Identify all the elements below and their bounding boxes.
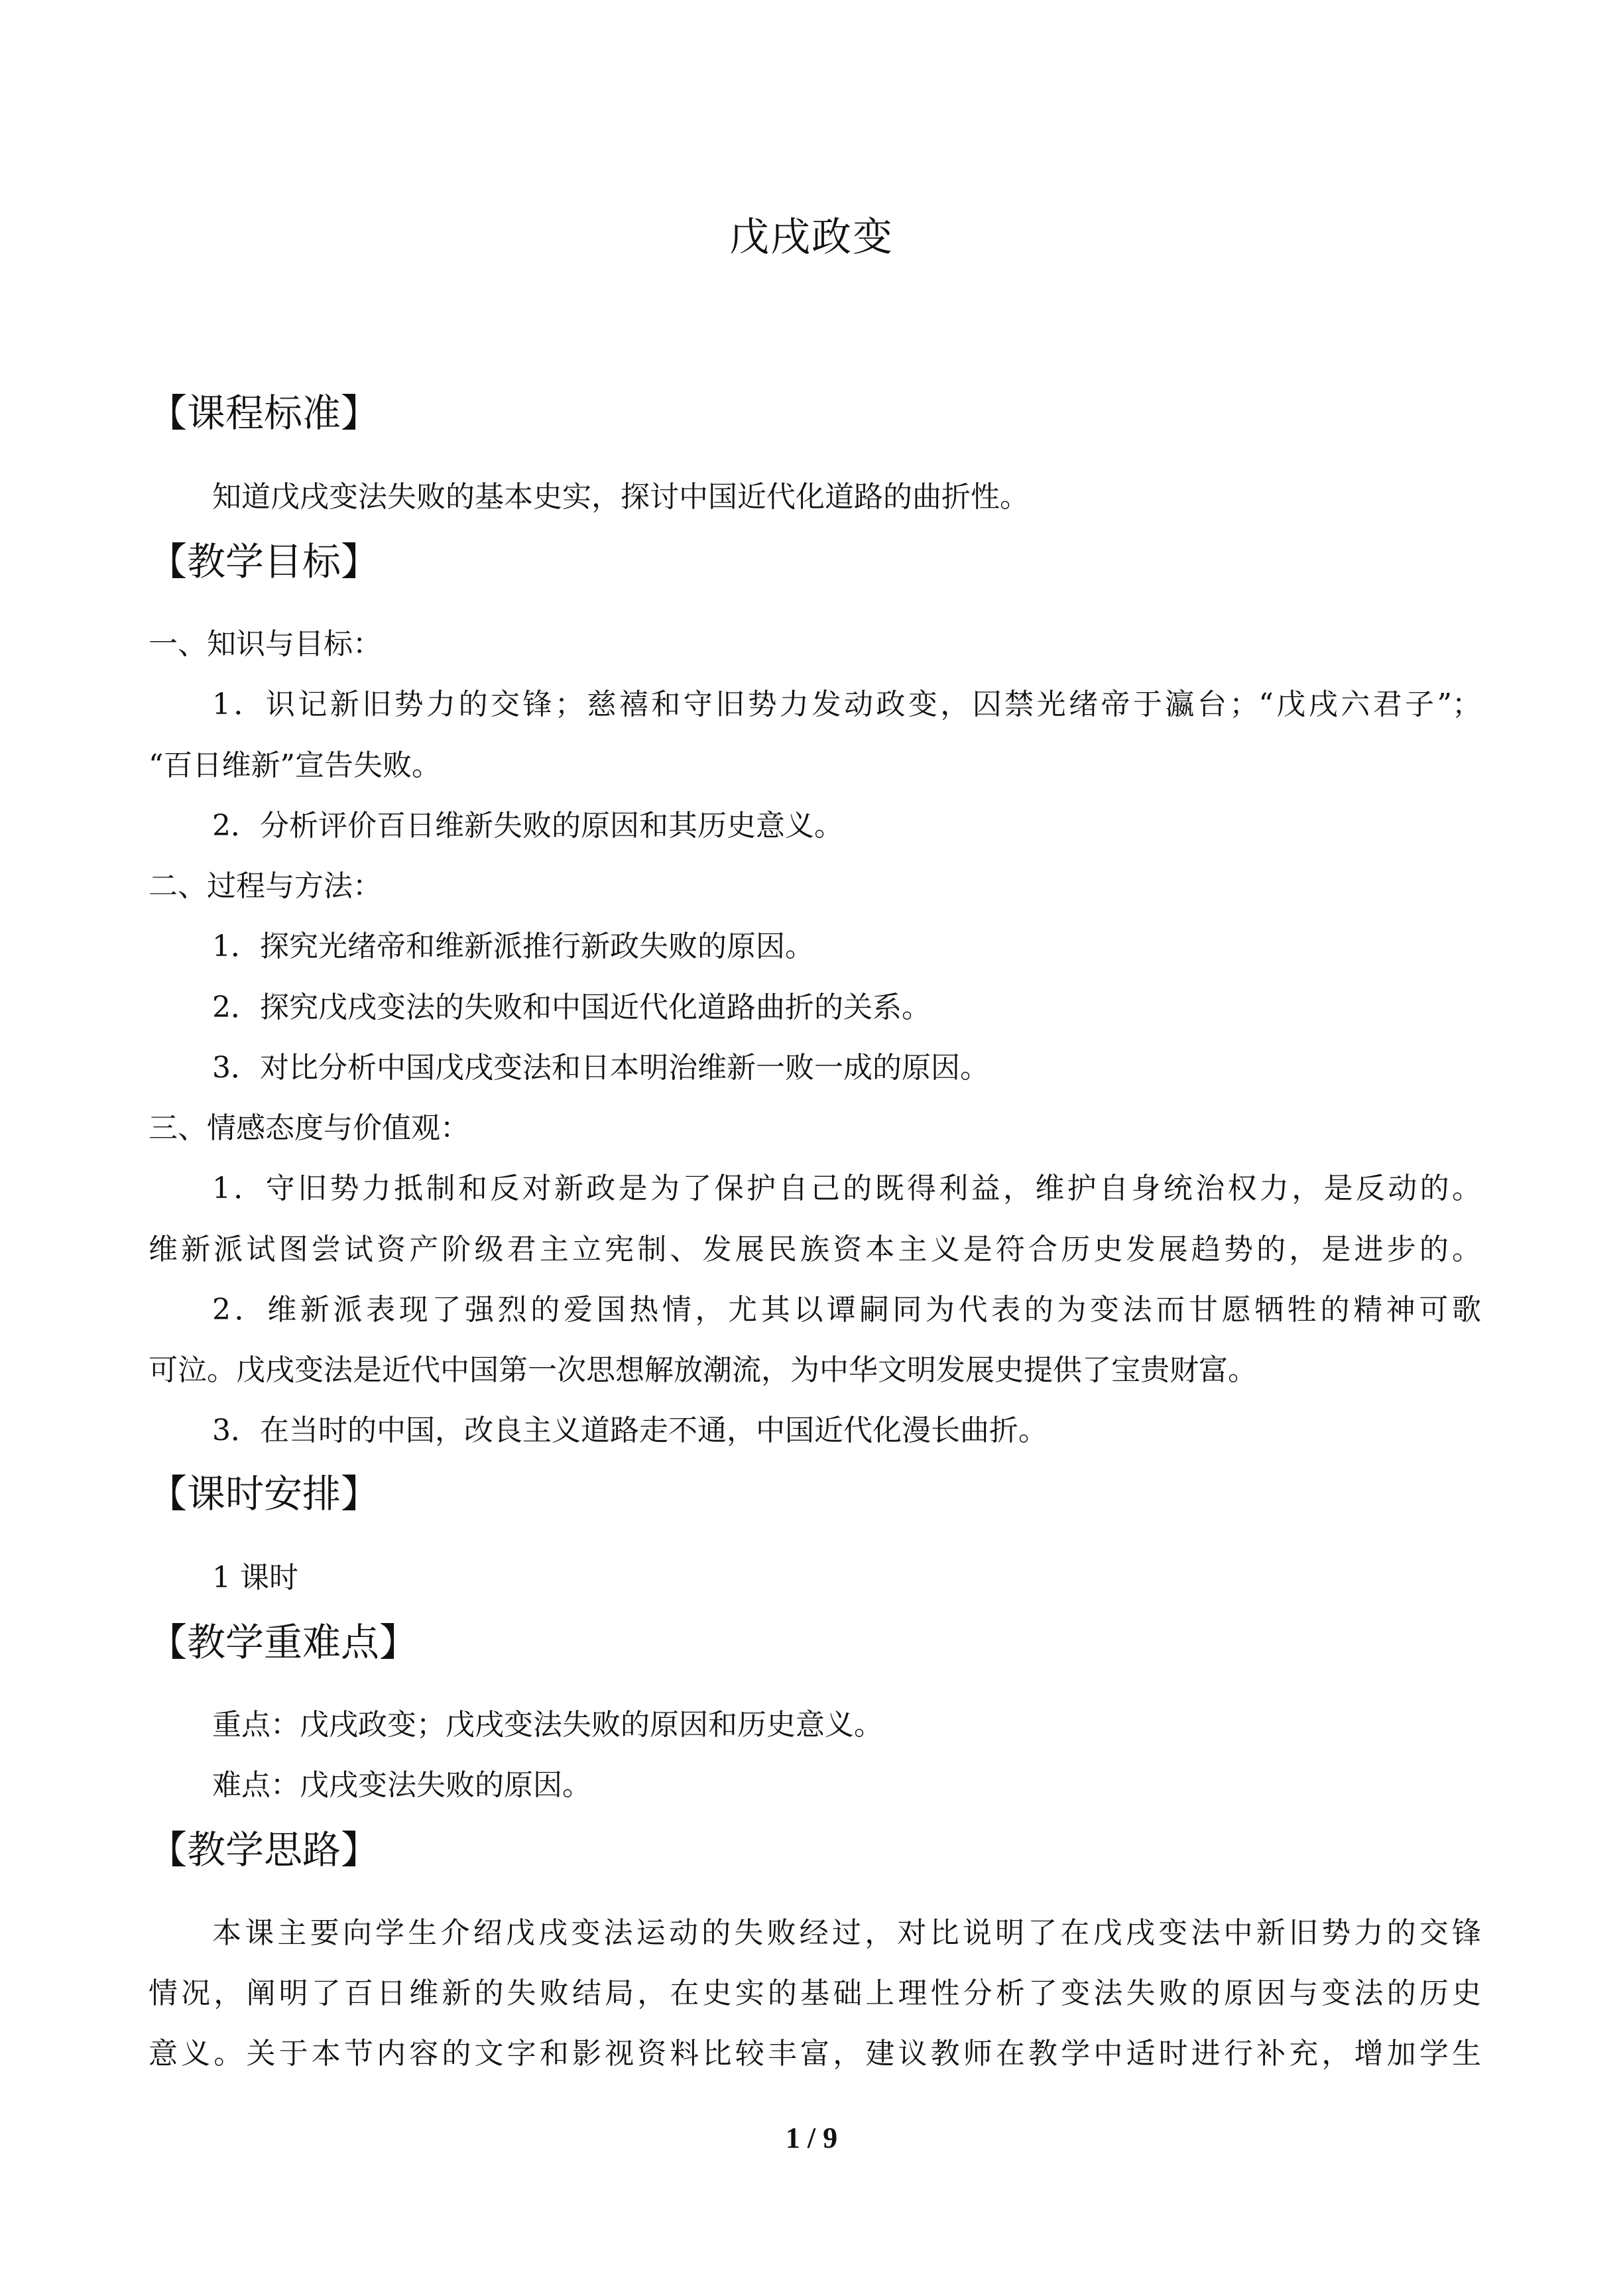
section-heading-standard: 【课程标准】 [149,391,380,436]
document-title: 戊戌政变 [729,214,894,261]
objectives-part3-item1-line1: 1．守旧势力抵制和反对新政是为了保护自己的既得利益，维护自身统治权力，是反动的。 [212,1172,1481,1205]
objectives-part2-heading: 二、过程与方法： [149,869,382,903]
objectives-part3-heading: 三、情感态度与价值观： [149,1111,469,1145]
approach-line-1: 本课主要向学生介绍戊戌变法运动的失败经过，对比说明了在戊戌变法中新旧势力的交锋 [212,1916,1481,1950]
approach-line-2: 情况，阐明了百日维新的失败结局，在史实的基础上理性分析了变法失败的原因与变法的历史 [149,1976,1481,2010]
objectives-part1-heading: 一、知识与目标： [149,627,382,661]
difficult-point-text: 难点：戊戌变法失败的原因。 [212,1768,591,1802]
objectives-part1-item2: 2．分析评价百日维新失败的原因和其历史意义。 [212,809,843,843]
objectives-part1-item1-line2: “百日维新”宣告失败。 [149,749,441,782]
objectives-part1-item1-line1: 1．识记新旧势力的交锋；慈禧和守旧势力发动政变，囚禁光绪帝于瀛台；“戊戌六君子”； [212,688,1481,721]
schedule-text: 1 课时 [212,1561,298,1595]
objectives-part3-item1-line2: 维新派试图尝试资产阶级君主立宪制、发展民族资本主义是符合历史发展趋势的，是进步的。 [149,1233,1481,1266]
key-point-text: 重点：戊戌政变；戊戌变法失败的原因和历史意义。 [212,1708,883,1742]
section-heading-objectives: 【教学目标】 [149,539,380,584]
objectives-part3-item2-line1: 2．维新派表现了强烈的爱国热情，尤其以谭嗣同为代表的为变法而甘愿牺牲的精神可歌 [212,1293,1481,1327]
objectives-part2-item3: 3．对比分析中国戊戌变法和日本明治维新一败一成的原因。 [212,1051,989,1085]
objectives-part3-item3: 3．在当时的中国，改良主义道路走不通，中国近代化漫长曲折。 [212,1414,1048,1447]
section-heading-key-points: 【教学重难点】 [149,1620,418,1665]
standard-text: 知道戊戌变法失败的基本史实，探讨中国近代化道路的曲折性。 [212,480,1029,514]
page-number: 1 / 9 [785,2122,838,2154]
section-heading-approach: 【教学思路】 [149,1827,380,1872]
objectives-part2-item1: 1．探究光绪帝和维新派推行新政失败的原因。 [212,930,814,963]
objectives-part3-item2-line2: 可泣。戊戌变法是近代中国第一次思想解放潮流，为中华文明发展史提供了宝贵财富。 [149,1353,1257,1387]
section-heading-schedule: 【课时安排】 [149,1471,380,1516]
objectives-part2-item2: 2．探究戊戌变法的失败和中国近代化道路曲折的关系。 [212,991,931,1024]
approach-line-3: 意义。关于本节内容的文字和影视资料比较丰富，建议教师在教学中适时进行补充，增加学生 [149,2037,1481,2071]
